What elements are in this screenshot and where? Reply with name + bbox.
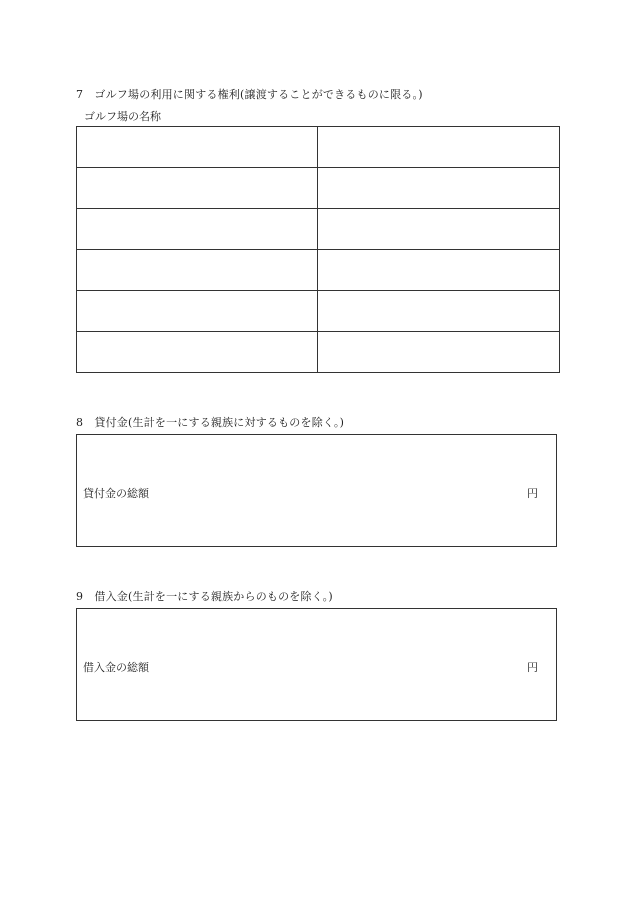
table-row bbox=[77, 332, 560, 373]
table-cell[interactable] bbox=[77, 250, 318, 291]
table-cell[interactable] bbox=[77, 209, 318, 250]
table-cell[interactable] bbox=[318, 332, 560, 373]
yen-unit-label: 円 bbox=[527, 487, 538, 500]
table-cell[interactable] bbox=[318, 168, 560, 209]
table-cell[interactable] bbox=[318, 209, 560, 250]
borrowing-total-box[interactable] bbox=[76, 608, 557, 721]
table-cell[interactable] bbox=[318, 127, 560, 168]
section-9-heading: 9 借入金(生計を一にする親族からのものを除く。) bbox=[76, 590, 333, 603]
table-cell[interactable] bbox=[318, 291, 560, 332]
table-cell[interactable] bbox=[77, 168, 318, 209]
table-row bbox=[77, 209, 560, 250]
table-row bbox=[77, 127, 560, 168]
table-row bbox=[77, 250, 560, 291]
table-row bbox=[77, 291, 560, 332]
table-cell[interactable] bbox=[77, 127, 318, 168]
table-row bbox=[77, 168, 560, 209]
section-7-heading: 7 ゴルフ場の利用に関する権利(譲渡することができるものに限る。) bbox=[76, 88, 423, 101]
golf-course-name-label: ゴルフ場の名称 bbox=[84, 110, 161, 123]
table-cell[interactable] bbox=[318, 250, 560, 291]
yen-unit-label: 円 bbox=[527, 661, 538, 674]
section-8-heading: 8 貸付金(生計を一にする親族に対するものを除く。) bbox=[76, 416, 345, 429]
golf-course-table bbox=[76, 126, 560, 373]
borrowing-total-label: 借入金の総額 bbox=[83, 661, 149, 674]
loan-total-box[interactable] bbox=[76, 434, 557, 547]
table-cell[interactable] bbox=[77, 332, 318, 373]
table-cell[interactable] bbox=[77, 291, 318, 332]
loan-total-label: 貸付金の総額 bbox=[83, 487, 149, 500]
